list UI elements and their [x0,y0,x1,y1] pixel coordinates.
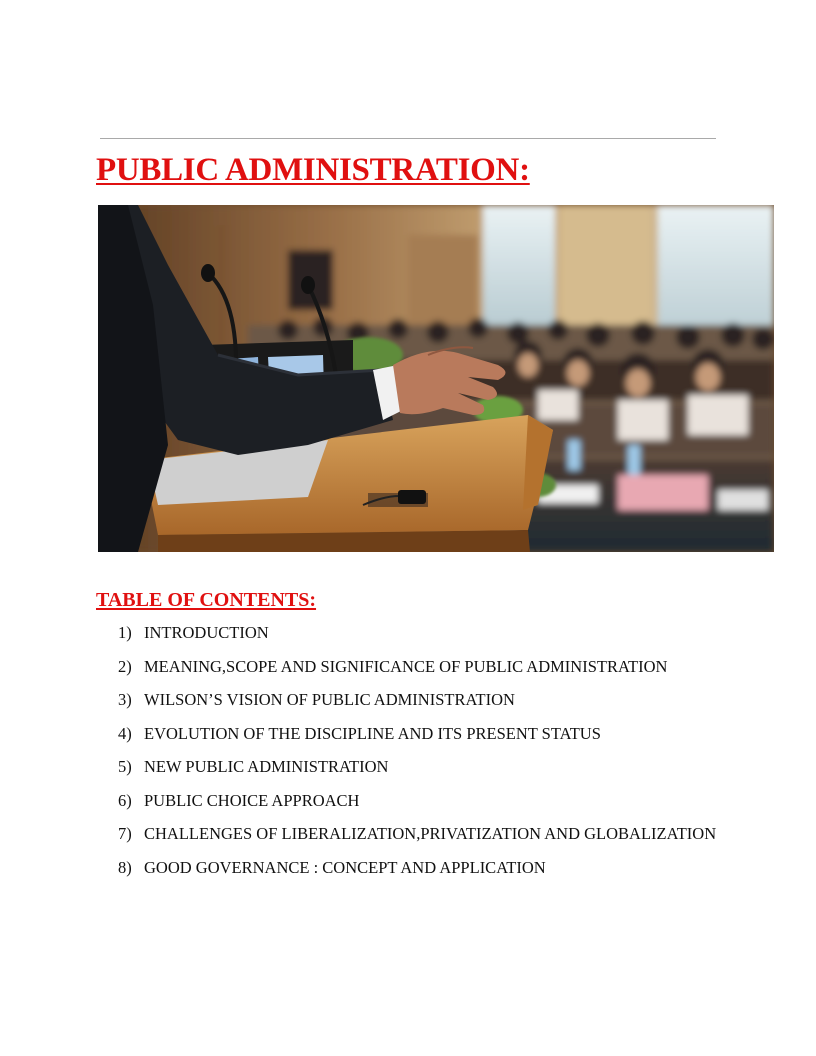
toc-item-introduction [118,616,718,650]
toc-item-text: EVOLUTION OF THE DISCIPLINE AND ITS PRESENT STATUS [144,723,601,743]
page-title: PUBLIC ADMINISTRATION: [96,152,530,188]
toc-item-number: 5) [118,757,132,776]
toc-item-evolution [118,717,718,751]
toc-item-text: GOOD GOVERNANCE : CONCEPT AND APPLICATION [144,857,546,877]
toc-heading: TABLE OF CONTENTS: [96,589,317,611]
conference-photo [98,205,774,552]
toc-item-text: NEW PUBLIC ADMINISTRATION [144,757,389,776]
toc-item-text: WILSON’S VISION OF PUBLIC ADMINISTRATION [144,690,515,709]
toc-item-wilsons-vision [118,683,718,717]
toc-item-meaning-scope [118,650,718,684]
toc-item-number: 8) [118,857,132,877]
toc-item-new-public-admin [118,750,718,784]
toc-item-number: 4) [118,723,132,743]
toc-item-number: 6) [118,790,132,810]
toc-item-good-governance [118,851,718,885]
toc-item-lpg-challenges [118,817,718,851]
toc-list [118,616,718,884]
toc-item-text: INTRODUCTION [144,623,269,642]
toc-item-number: 2) [118,656,132,676]
toc-item-text: PUBLIC CHOICE APPROACH [144,790,360,810]
header-rule [100,138,716,139]
toc-item-number: 7) [118,824,132,843]
toc-item-public-choice [118,784,718,818]
toc-item-text: CHALLENGES OF LIBERALIZATION,PRIVATIZATION AND GLOBALIZATION [144,824,717,843]
toc-item-number: 3) [118,690,132,709]
toc-item-number: 1) [118,623,132,642]
toc-item-text: MEANING,SCOPE AND SIGNIFICANCE OF PUBLIC ADMINISTRATION [144,656,668,676]
